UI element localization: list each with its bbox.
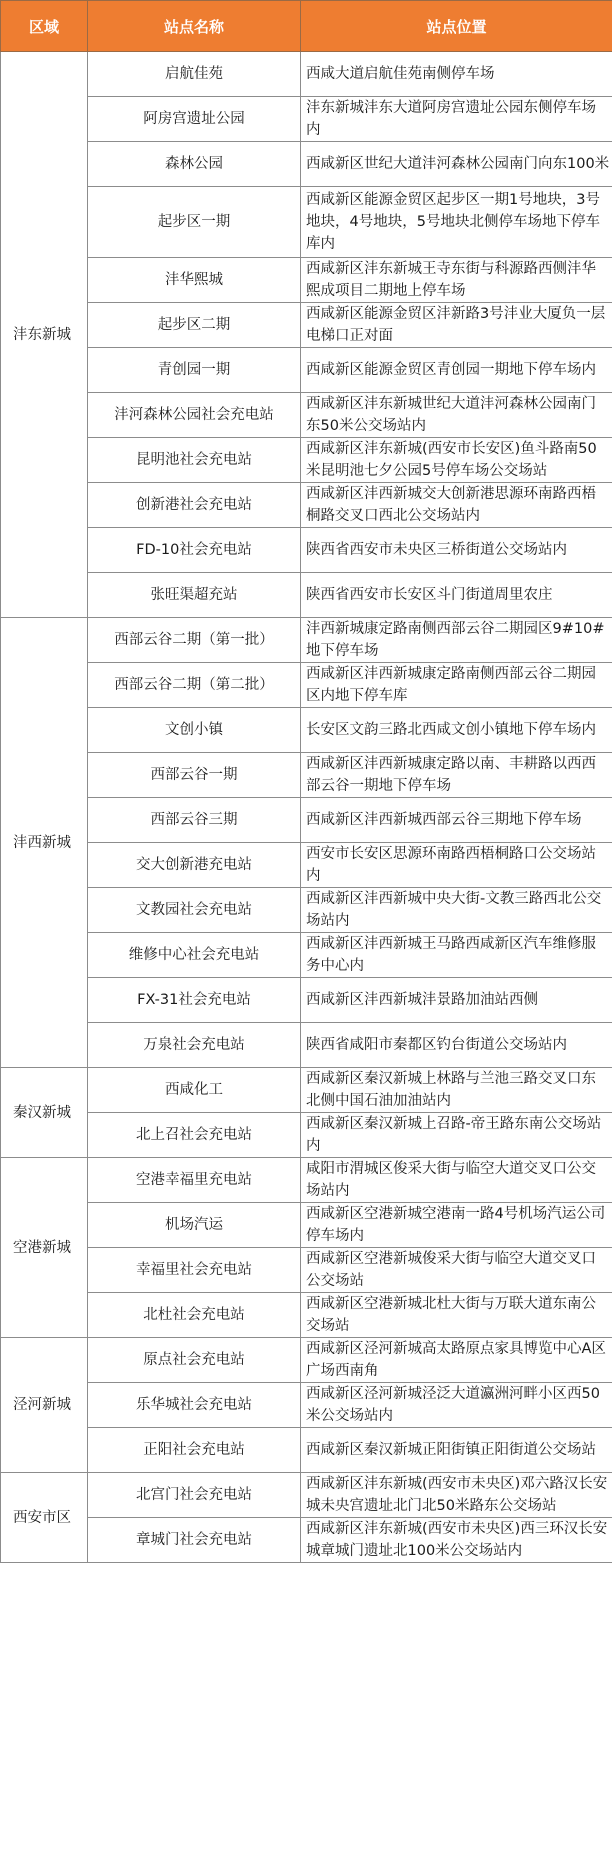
station-location-cell: 西咸新区秦汉新城正阳街镇正阳街道公交场站 — [301, 1428, 612, 1473]
station-name-cell: 创新港社会充电站 — [88, 483, 301, 528]
station-name-cell: 正阳社会充电站 — [88, 1428, 301, 1473]
station-location-cell: 西咸新区能源金贸区起步区一期1号地块，3号地块，4号地块，5号地块北侧停车场地下停车库内 — [301, 187, 612, 258]
header-row — [1, 1, 612, 52]
station-name-cell: 西咸化工 — [88, 1068, 301, 1113]
table-row — [1, 888, 612, 933]
table-row — [1, 142, 612, 187]
station-location-cell: 西咸新区泾河新城泾泛大道瀛洲河畔小区西50米公交场站内 — [301, 1383, 612, 1428]
station-name-cell: 阿房宫遗址公园 — [88, 97, 301, 142]
table-row — [1, 393, 612, 438]
table-row — [1, 798, 612, 843]
station-location-cell: 咸阳市渭城区俊采大街与临空大道交叉口公交场站内 — [301, 1158, 612, 1203]
region-cell: 空港新城 — [1, 1158, 88, 1338]
table-row — [1, 663, 612, 708]
station-name-cell: 乐华城社会充电站 — [88, 1383, 301, 1428]
station-name-cell: FD-10社会充电站 — [88, 528, 301, 573]
station-name-cell: 交大创新港充电站 — [88, 843, 301, 888]
table-row — [1, 753, 612, 798]
station-name-cell: 西部云谷三期 — [88, 798, 301, 843]
station-location-cell: 西咸新区空港新城北杜大街与万联大道东南公交场站 — [301, 1293, 612, 1338]
station-name-cell: 维修中心社会充电站 — [88, 933, 301, 978]
station-name-cell: 起步区一期 — [88, 187, 301, 258]
station-name-cell: 西部云谷二期（第二批） — [88, 663, 301, 708]
table-row — [1, 1023, 612, 1068]
station-location-cell: 沣西新城康定路南侧西部云谷二期园区9#10#地下停车场 — [301, 618, 612, 663]
station-location-cell: 西咸新区沣东新城世纪大道沣河森林公园南门东50米公交场站内 — [301, 393, 612, 438]
station-location-cell: 西咸新区沣东新城(西安市未央区)邓六路汉长安城未央宫遗址北门北50米路东公交场站 — [301, 1473, 612, 1518]
station-location-cell: 西咸新区沣西新城沣景路加油站西侧 — [301, 978, 612, 1023]
region-cell: 沣西新城 — [1, 618, 88, 1068]
table-row — [1, 1293, 612, 1338]
station-name-cell: 北宫门社会充电站 — [88, 1473, 301, 1518]
table-row — [1, 978, 612, 1023]
station-location-cell: 西咸新区能源金贸区沣新路3号沣业大厦负一层电梯口正对面 — [301, 303, 612, 348]
table-row — [1, 258, 612, 303]
region-cell: 秦汉新城 — [1, 1068, 88, 1158]
header-station-name: 站点名称 — [88, 1, 301, 52]
station-location-cell: 长安区文韵三路北西咸文创小镇地下停车场内 — [301, 708, 612, 753]
table-row — [1, 933, 612, 978]
station-name-cell: 西部云谷一期 — [88, 753, 301, 798]
station-location-cell: 西咸新区沣东新城王寺东街与科源路西侧沣华熙成项目二期地上停车场 — [301, 258, 612, 303]
station-location-cell: 西咸新区秦汉新城上林路与兰池三路交叉口东北侧中国石油加油站内 — [301, 1068, 612, 1113]
station-location-cell: 陕西省西安市长安区斗门街道周里农庄 — [301, 573, 612, 618]
station-location-cell: 西咸新区秦汉新城上召路-帝王路东南公交场站内 — [301, 1113, 612, 1158]
table-row — [1, 1428, 612, 1473]
station-location-cell: 西咸大道启航佳苑南侧停车场 — [301, 52, 612, 97]
table-row — [1, 187, 612, 258]
table-header — [1, 1, 612, 52]
station-name-cell: 幸福里社会充电站 — [88, 1248, 301, 1293]
station-name-cell: FX-31社会充电站 — [88, 978, 301, 1023]
station-name-cell: 昆明池社会充电站 — [88, 438, 301, 483]
station-location-cell: 陕西省咸阳市秦都区钓台街道公交场站内 — [301, 1023, 612, 1068]
table-row — [1, 1473, 612, 1518]
station-location-cell: 西咸新区沣西新城王马路西咸新区汽车维修服务中心内 — [301, 933, 612, 978]
station-name-cell: 原点社会充电站 — [88, 1338, 301, 1383]
header-station-location: 站点位置 — [301, 1, 612, 52]
region-cell: 沣东新城 — [1, 52, 88, 618]
station-location-cell: 西咸新区沣西新城康定路南侧西部云谷二期园区内地下停车库 — [301, 663, 612, 708]
station-location-cell: 陕西省西安市未央区三桥街道公交场站内 — [301, 528, 612, 573]
table-row — [1, 1338, 612, 1383]
table-row — [1, 528, 612, 573]
station-location-cell: 西咸新区沣东新城(西安市长安区)鱼斗路南50米昆明池七夕公园5号停车场公交场站 — [301, 438, 612, 483]
station-name-cell: 北杜社会充电站 — [88, 1293, 301, 1338]
station-name-cell: 文创小镇 — [88, 708, 301, 753]
table-row — [1, 573, 612, 618]
table-row — [1, 1248, 612, 1293]
table-row — [1, 438, 612, 483]
table-row — [1, 1203, 612, 1248]
station-name-cell: 青创园一期 — [88, 348, 301, 393]
table-row — [1, 618, 612, 663]
station-location-cell: 沣东新城沣东大道阿房宫遗址公园东侧停车场内 — [301, 97, 612, 142]
station-name-cell: 机场汽运 — [88, 1203, 301, 1248]
table-row — [1, 303, 612, 348]
station-name-cell: 空港幸福里充电站 — [88, 1158, 301, 1203]
header-region: 区域 — [1, 1, 88, 52]
table-body — [1, 52, 612, 1563]
station-name-cell: 北上召社会充电站 — [88, 1113, 301, 1158]
station-location-cell: 西咸新区沣东新城(西安市未央区)西三环汉长安城章城门遗址北100米公交场站内 — [301, 1518, 612, 1563]
table-row — [1, 97, 612, 142]
table-row — [1, 1158, 612, 1203]
station-location-cell: 西咸新区空港新城俊采大街与临空大道交叉口公交场站 — [301, 1248, 612, 1293]
station-location-cell: 西咸新区沣西新城中央大街-文教三路西北公交场站内 — [301, 888, 612, 933]
region-cell: 泾河新城 — [1, 1338, 88, 1473]
table-row — [1, 1518, 612, 1563]
station-location-cell: 西咸新区能源金贸区青创园一期地下停车场内 — [301, 348, 612, 393]
table-row — [1, 52, 612, 97]
region-cell: 西安市区 — [1, 1473, 88, 1563]
table-row — [1, 1383, 612, 1428]
station-location-cell: 西咸新区沣西新城西部云谷三期地下停车场 — [301, 798, 612, 843]
station-location-cell: 西咸新区泾河新城高太路原点家具博览中心A区广场西南角 — [301, 1338, 612, 1383]
station-name-cell: 万泉社会充电站 — [88, 1023, 301, 1068]
station-location-cell: 西安市长安区思源环南路西梧桐路口公交场站内 — [301, 843, 612, 888]
station-name-cell: 沣河森林公园社会充电站 — [88, 393, 301, 438]
station-name-cell: 启航佳苑 — [88, 52, 301, 97]
station-name-cell: 文教园社会充电站 — [88, 888, 301, 933]
table-row — [1, 843, 612, 888]
station-location-cell: 西咸新区沣西新城交大创新港思源环南路西梧桐路交叉口西北公交场站内 — [301, 483, 612, 528]
station-name-cell: 张旺渠超充站 — [88, 573, 301, 618]
station-location-cell: 西咸新区空港新城空港南一路4号机场汽运公司停车场内 — [301, 1203, 612, 1248]
table-row — [1, 708, 612, 753]
table-row — [1, 483, 612, 528]
station-name-cell: 西部云谷二期（第一批） — [88, 618, 301, 663]
station-location-cell: 西咸新区世纪大道沣河森林公园南门向东100米 — [301, 142, 612, 187]
station-name-cell: 森林公园 — [88, 142, 301, 187]
station-name-cell: 起步区二期 — [88, 303, 301, 348]
table-row — [1, 1113, 612, 1158]
station-location-cell: 西咸新区沣西新城康定路以南、丰耕路以西西部云谷一期地下停车场 — [301, 753, 612, 798]
station-name-cell: 章城门社会充电站 — [88, 1518, 301, 1563]
table-row — [1, 1068, 612, 1113]
station-name-cell: 沣华熙城 — [88, 258, 301, 303]
table-row — [1, 348, 612, 393]
